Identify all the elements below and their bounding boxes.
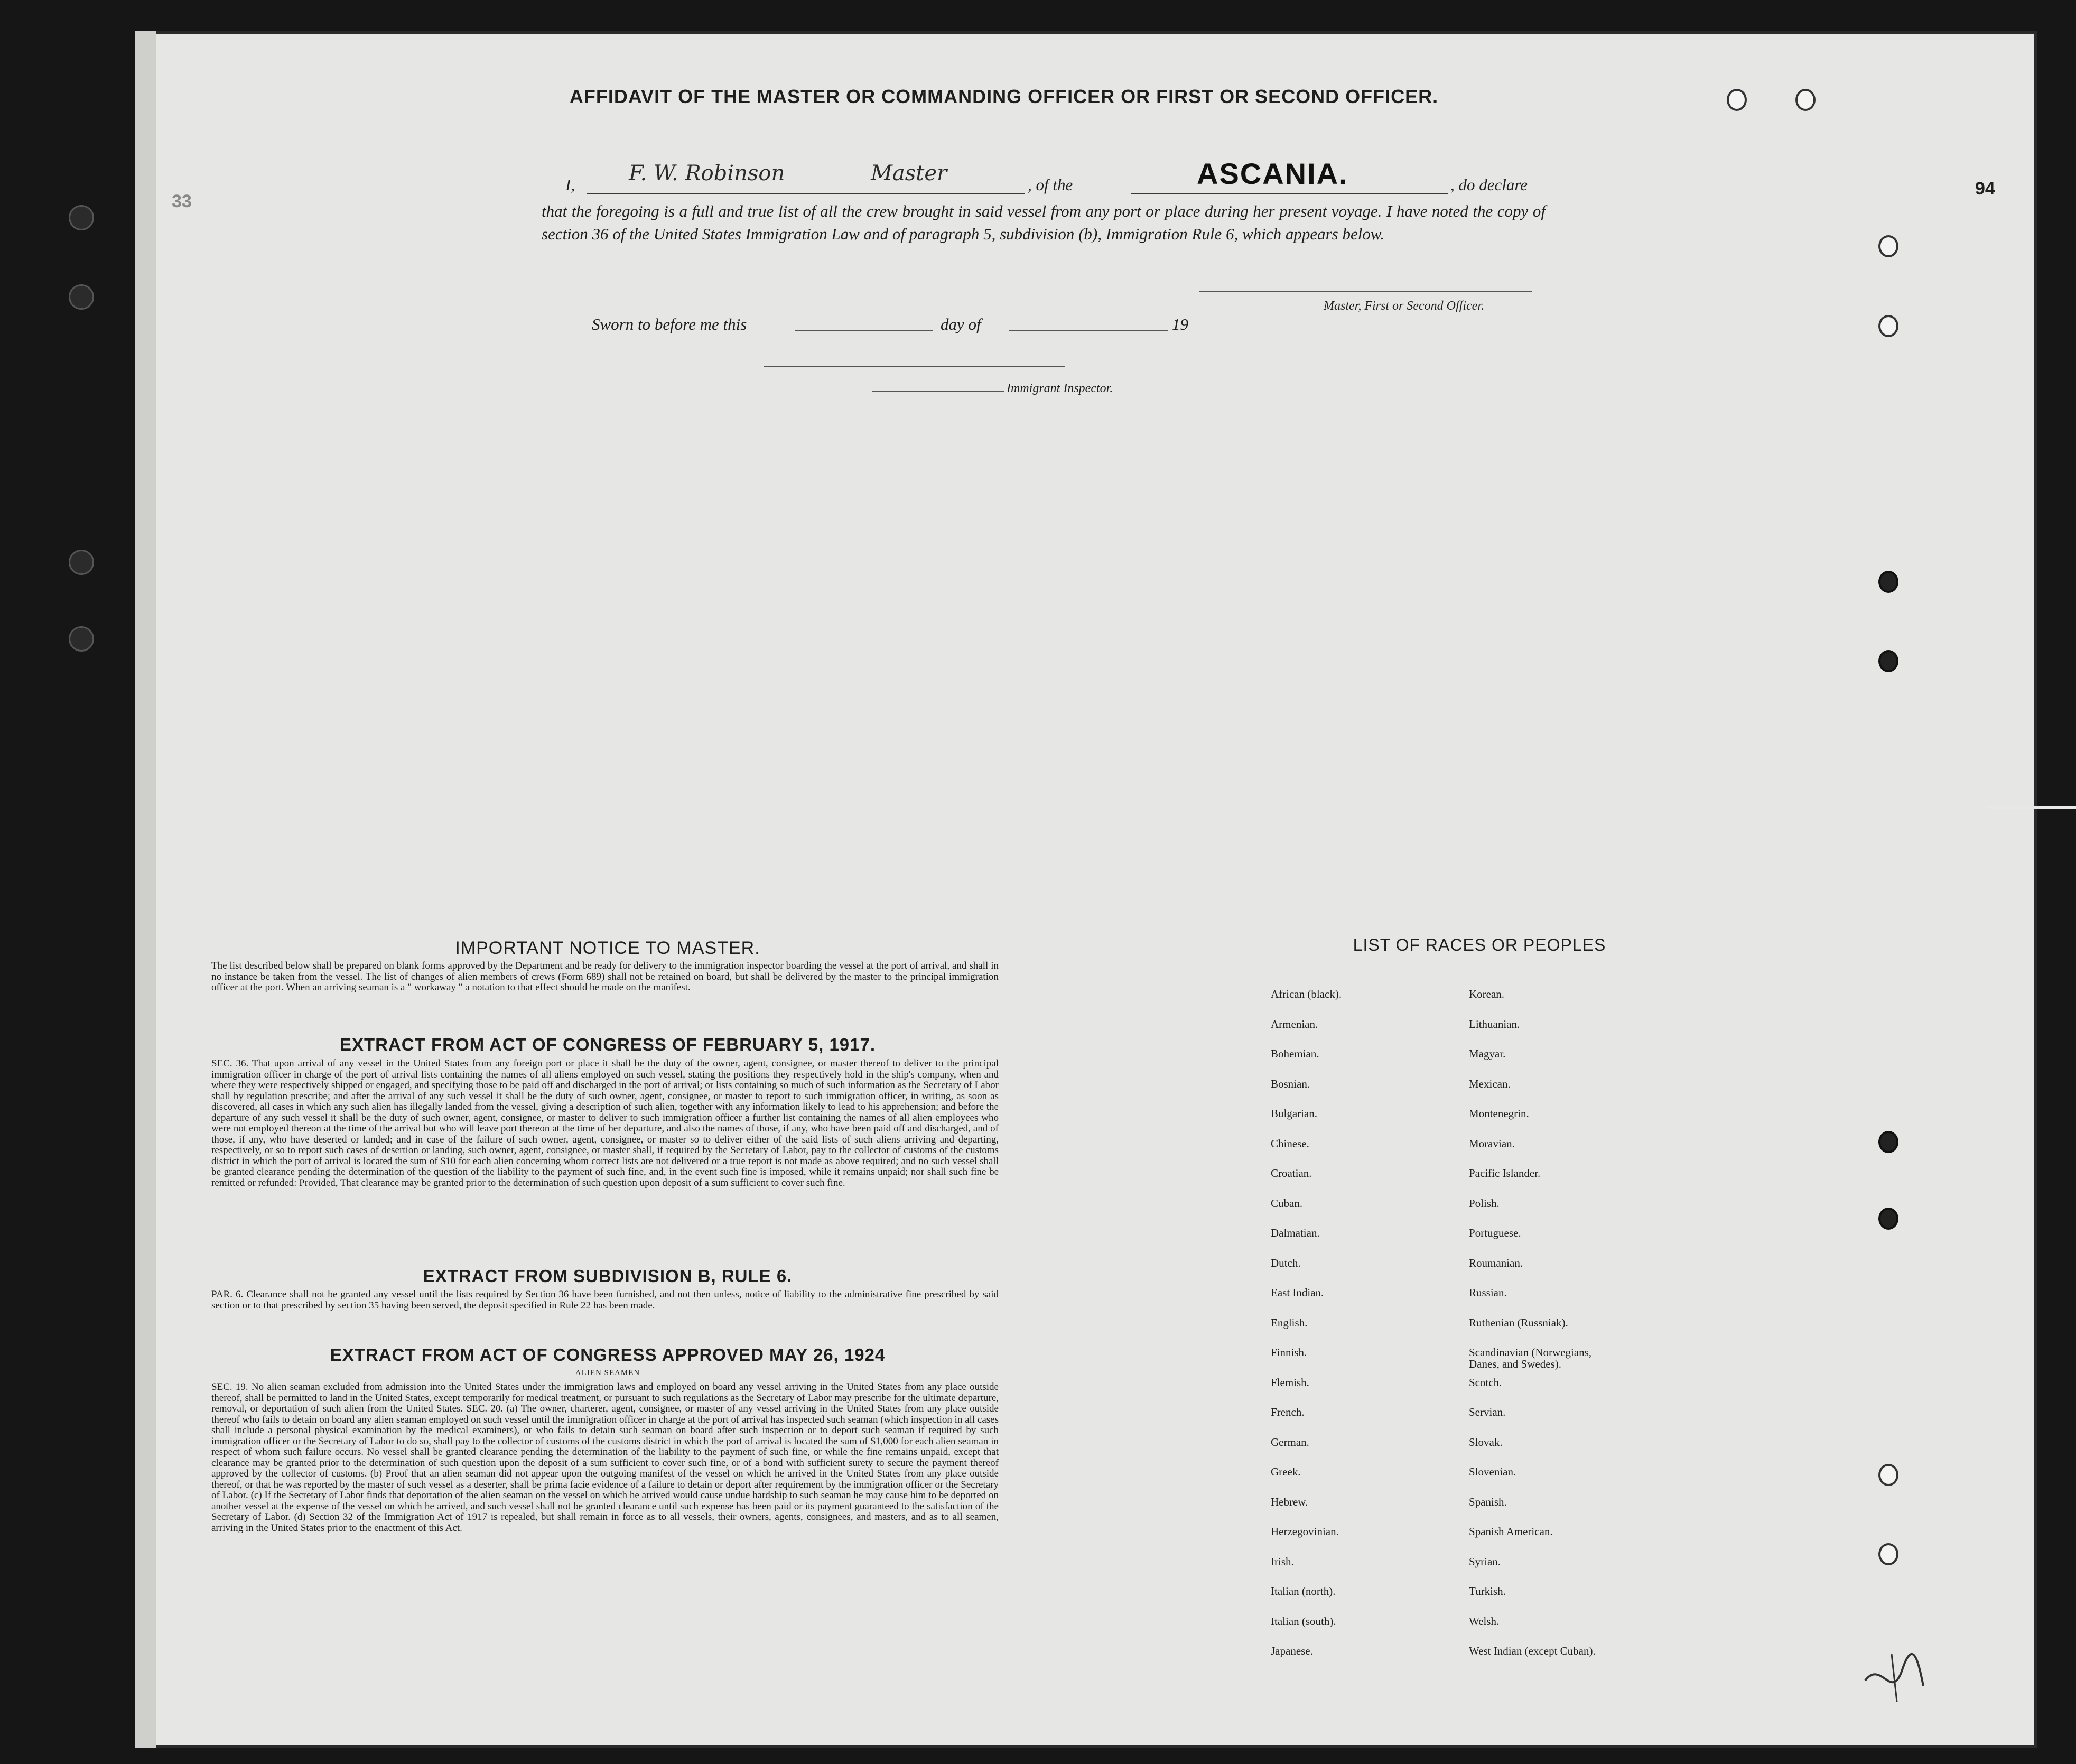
extract-1924-subtitle: ALIEN SEAMEN (575, 1369, 640, 1377)
race-item: Portuguese. (1469, 1227, 1521, 1239)
extract-1924-title: EXTRACT FROM ACT OF CONGRESS APPROVED MAY 26, 1924 (330, 1345, 886, 1364)
punch-hole-icon (1878, 1208, 1898, 1230)
of-the-label: , of the (1028, 175, 1073, 194)
page-number-left: 33 (172, 191, 192, 211)
races-title: LIST OF RACES OR PEOPLES (1353, 935, 1606, 954)
race-item: Italian (north). (1271, 1585, 1336, 1598)
race-item: Italian (south). (1271, 1614, 1336, 1628)
races-column-2 (1469, 988, 1723, 1675)
race-item: Cuban. (1271, 1196, 1303, 1210)
race-item: English. (1271, 1316, 1308, 1329)
race-item: Croatian. (1271, 1167, 1312, 1180)
race-item: Moravian. (1469, 1137, 1515, 1150)
race-item: Bohemian. (1271, 1047, 1319, 1060)
race-item: Polish. (1469, 1196, 1500, 1210)
race-item: Mexican. (1469, 1077, 1511, 1090)
race-item: Greek. (1271, 1465, 1301, 1478)
race-item: Pacific Islander. (1469, 1167, 1541, 1180)
vessel-name-field (1131, 156, 1448, 194)
race-item: West Indian (except Cuban). (1469, 1645, 1596, 1657)
punch-hole-icon (1878, 650, 1898, 672)
race-item: Irish. (1271, 1555, 1294, 1568)
race-item: East Indian. (1271, 1286, 1324, 1299)
punch-hole-icon (1878, 571, 1898, 593)
punch-hole-icon (1878, 1131, 1898, 1153)
race-item: Welsh. (1469, 1614, 1500, 1628)
signer-name-field (587, 161, 1025, 194)
punch-hole-icon (1878, 1464, 1898, 1486)
inspector-line-1 (764, 366, 1065, 367)
punch-hole-icon (69, 550, 94, 575)
race-item: Finnish. (1271, 1346, 1307, 1359)
race-item: Korean. (1469, 988, 1505, 1000)
race-item: Dalmatian. (1271, 1227, 1320, 1239)
signer-name: F. W. Robinson (629, 161, 785, 185)
declaration-body: that the foregoing is a full and true list of all the crew brought in said vessel from any port or place during her present voyage. I have noted the copy of section 36 of the United States Immigration Law and of paragraph 5, subdivision (b), Immigration Rule 6, which appears below. (542, 202, 1546, 243)
race-item: Slovenian. (1469, 1465, 1516, 1478)
signature-line (1199, 291, 1532, 292)
sworn-year: 19 (1172, 315, 1188, 333)
notice-text: The list described below shall be prepared on blank forms approved by the Department and be ready for delivery to the immigration inspector boarding the vessel at the port of arrival, and shall in no instance be taken from the vessel. The list of changes of alien members of crews (Form 689) shall not be retained on board, but shall be delivered by the master to the principal immigration officer at the port. When an arriving seaman is a " workaway " a notation to that effect should be made on the manifest. (211, 960, 999, 993)
notice-title: IMPORTANT NOTICE TO MASTER. (455, 938, 760, 958)
sworn-prefix: Sworn to before me this (592, 315, 747, 333)
punch-hole-icon (1795, 89, 1816, 111)
race-item: Bulgarian. (1271, 1107, 1318, 1120)
race-item: Syrian. (1469, 1555, 1501, 1568)
affidavit-title: AFFIDAVIT OF THE MASTER OR COMMANDING OFFICER OR FIRST OR SECOND OFFICER. (569, 86, 1439, 107)
race-item: Herzegovinian. (1271, 1525, 1339, 1538)
signer-rank: Master (870, 161, 947, 185)
extract-rule6-text: PAR. 6. Clearance shall not be granted any vessel until the lists required by Section 36 have been furnished, and not then unless, notice of liability to the administrative fine prescribed by said section or to that prescribed by section 35 having been served, the deposit specified in Rule 22 has been made. (211, 1289, 999, 1311)
page-number-right: 94 (1975, 179, 1995, 199)
race-item: Slovak. (1469, 1435, 1503, 1449)
scan-edge-line (1987, 806, 2076, 809)
punch-hole-icon (1878, 235, 1898, 257)
race-item: Japanese. (1271, 1645, 1313, 1657)
race-item: Magyar. (1469, 1047, 1506, 1060)
binding-strip (135, 31, 156, 1748)
race-item: Lithuanian. (1469, 1017, 1520, 1030)
sworn-month-line (1009, 330, 1168, 331)
race-item: Scandinavian (Norwegians, Danes, and Swedes). (1469, 1346, 1592, 1370)
race-item: Flemish. (1271, 1376, 1309, 1389)
race-item: African (black). (1271, 988, 1342, 1000)
sworn-day-label: day of (941, 315, 981, 333)
punch-hole-icon (69, 284, 94, 310)
declaration-lead: I, (565, 175, 575, 194)
punch-hole-icon (1878, 1543, 1898, 1565)
punch-hole-icon (1727, 89, 1747, 111)
punch-hole-icon (69, 626, 94, 652)
pencil-mark-icon (1860, 1649, 1929, 1707)
race-item: Roumanian. (1469, 1256, 1523, 1269)
race-item: Scotch. (1469, 1376, 1502, 1389)
race-item: Chinese. (1271, 1137, 1309, 1150)
inspector-caption: Immigrant Inspector. (1007, 382, 1113, 395)
punch-hole-icon (1878, 315, 1898, 337)
extract-rule6-title: EXTRACT FROM SUBDIVISION B, RULE 6. (423, 1266, 793, 1286)
do-declare-label: , do declare (1450, 175, 1528, 194)
extract-1917-text: SEC. 36. That upon arrival of any vessel in the United States from any foreign port or place it shall be the duty of the owner, agent, consignee, or master thereof to deliver to the principal immigration officer in charge of the port of arrival lists containing the names of all aliens employed on such vessel, stating the positions they respectively hold in the ship's company, when and where they were respectively shipped or engaged, and specifying those to be paid off and discharged in the port of arrival; or lists containing so much of such information as the Secretary of Labor shall by regulation prescribe; and after the arrival of any such vessel it shall be the duty of such owner, agent, consignee, or master to report to such immigration officer, in writing, as soon as discovered, all cases in which any such alien has illegally landed from the vessel, giving a description of such alien, together with any information likely to lead to his apprehension; and before the departure of any such vessel it shall be the duty of such owner, agent, consignee, or master to deliver to such immigration officer a further list containing the names of all alien employees who were not employed thereon at the time of the arrival but who will leave port thereon at the time of her departure, and also the names of those, if any, who have been paid off and discharged, and of those, if any, who have deserted or landed; and in case of the failure of such owner, agent, consignee, or master so to deliver either of the said lists of such aliens arriving and departing, respectively, or so to report such cases of desertion or landing, such owner, agent, consignee, or master shall, if required by the Secretary of Labor, pay to the collector of customs of the customs district in which the port of arrival is located the sum of $10 for each alien concerning whom correct lists are not delivered or a true report is not made as above required; and no such vessel shall be granted clearance pending the determination of the question of the liability to the payment of such fine, and, in the event such fine is imposed, while it remains unpaid; nor shall such fine be remitted or refunded: Provided, That clearance may be granted prior to the determination of such question upon deposit of a sum sufficient to cover such fine. (211, 1058, 999, 1189)
race-item: Servian. (1469, 1406, 1506, 1418)
race-item: Turkish. (1469, 1585, 1506, 1598)
punch-hole-icon (69, 205, 94, 230)
vessel-name-stamp: ASCANIA. (1197, 157, 1348, 190)
race-item: German. (1271, 1435, 1309, 1449)
race-item: Armenian. (1271, 1017, 1318, 1030)
race-item: Spanish American. (1469, 1525, 1553, 1538)
races-column-1 (1271, 988, 1445, 1675)
race-item: Hebrew. (1271, 1495, 1308, 1508)
race-item: Ruthenian (Russniak). (1469, 1316, 1568, 1329)
extract-1917-title: EXTRACT FROM ACT OF CONGRESS OF FEBRUARY 5, 1917. (339, 1035, 876, 1054)
race-item: Spanish. (1469, 1495, 1507, 1508)
signature-caption: Master, First or Second Officer. (1324, 299, 1484, 313)
inspector-line-2 (872, 391, 1004, 392)
extract-1924-text: SEC. 19. No alien seaman excluded from admission into the United States under the immigration laws and employed on board any vessel arriving in the United States from any place outside thereof, shall be permitted to land in the United States, except temporarily for medical treatment, or pursuant to such regulations as the Secretary of Labor may prescribe for the ultimate departure, removal, or deportation of such alien from the United States. SEC. 20. (a) The owner, charterer, agent, consignee, or master of any vessel arriving in the United States from any place outside thereof who fails to detain on board any alien seaman employed on such vessel until the immigration officer in charge at the port of arrival has inspected such seaman (which inspection in all cases shall include a personal physical examination by the medical examiners), or who fails to detain such seaman on board after such inspection or to deport such seaman if required by such immigration officer or the Secretary of Labor to do so, shall pay to the collector of customs of the customs district in which the port of arrival is located the sum of $1,000 for each alien seaman in respect of whom such failure occurs. No vessel shall be granted clearance pending the determination of the liability to the payment of such fine, or while the fine remains unpaid, except that clearance may be granted prior to the determination of such question upon the deposit of a sum sufficient to cover such fine, or of a bond with sufficient surety to secure the payment thereof approved by the collector of customs. (b) Proof that an alien seaman did not appear upon the outgoing manifest of the vessel on which he arrived in the United States from any place outside thereof, or that he was reported by the master of such vessel as a deserter, shall be prima facie evidence of a failure to detain or deport after requirement by the immigration officer or the Secretary of Labor. (c) If the Secretary of Labor finds that deportation of the alien seaman on the vessel on which he arrived would cause undue hardship to such seaman he may cause him to be deported on another vessel at the expense of the vessel on which he arrived, and such vessel shall not be granted clearance until such expense has been paid or its payment guaranteed to the satisfaction of the Secretary of Labor. (d) Section 32 of the Immigration Act of 1917 is repealed, but shall remain in force as to all vessels, their owners, agents, consignees, and masters, and as to all seamen, arriving in the United States prior to the enactment of this Act. (211, 1381, 999, 1534)
race-item: Dutch. (1271, 1256, 1301, 1269)
race-item: Montenegrin. (1469, 1107, 1529, 1120)
race-item: Russian. (1469, 1286, 1507, 1299)
race-item: French. (1271, 1406, 1305, 1418)
race-item: Bosnian. (1271, 1077, 1310, 1090)
sworn-day-line (795, 330, 933, 331)
